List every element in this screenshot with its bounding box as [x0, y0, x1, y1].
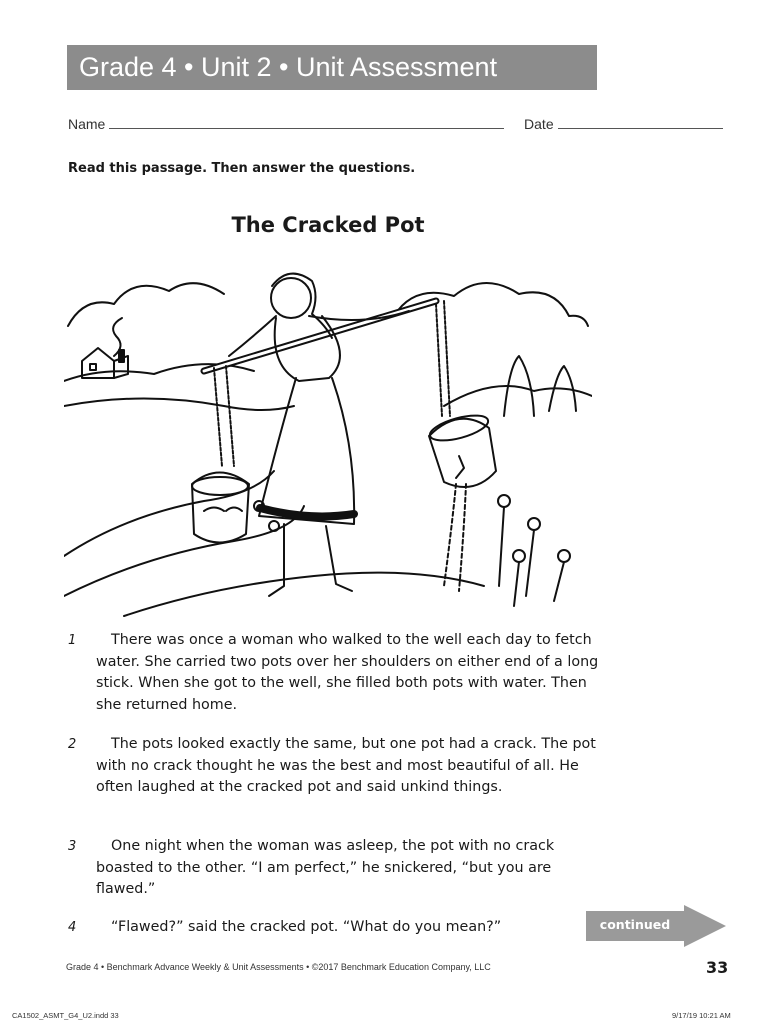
assessment-banner: Grade 4 • Unit 2 • Unit Assessment	[67, 45, 597, 90]
paragraph-text: One night when the woman was asleep, the pot with no crack boasted to the other. “I am perfect,” he snickered, “but you are flawed.”	[96, 838, 555, 897]
paragraph-number: 2	[68, 737, 77, 752]
paragraph-text: The pots looked exactly the same, but one pot had a crack. The pot with no crack thought he was the best and most beautiful of all. He often laughed at the cracked pot and said unkind things.	[96, 736, 596, 795]
name-date-line	[68, 116, 728, 132]
continued-label: continued	[599, 917, 671, 932]
instructions: Read this passage. Then answer the questions.	[68, 161, 416, 176]
paragraph-number: 3	[68, 839, 77, 854]
passage-paragraph-1	[68, 630, 608, 716]
print-slug-file: CA1502_ASMT_G4_U2.indd 33	[12, 1011, 119, 1020]
name-label: Name	[68, 116, 106, 132]
passage-paragraph-4	[68, 917, 608, 939]
paragraph-text: There was once a woman who walked to the well each day to fetch water. She carried two pots over her shoulders on either end of a long stick. When she got to the well, she filled both pots with water. Then she returned home.	[96, 632, 599, 713]
name-field[interactable]	[109, 116, 504, 129]
print-slug-timestamp: 9/17/19 10:21 AM	[672, 1011, 731, 1020]
page-number: 33	[706, 958, 729, 977]
footer-credit: Grade 4 • Benchmark Advance Weekly & Unit Assessments • ©2017 Benchmark Education Company, LLC	[66, 962, 491, 972]
date-field[interactable]	[558, 116, 723, 129]
passage-paragraph-2	[68, 734, 608, 799]
passage-paragraph-3	[68, 836, 608, 901]
continued-arrow	[586, 905, 726, 947]
passage-title: The Cracked Pot	[231, 213, 425, 237]
paragraph-number: 4	[68, 920, 77, 935]
paragraph-text: “Flawed?” said the cracked pot. “What do you mean?”	[111, 919, 502, 935]
woman-carrying-pots-illustration	[64, 256, 592, 620]
date-label: Date	[524, 116, 554, 132]
paragraph-number: 1	[68, 633, 77, 648]
